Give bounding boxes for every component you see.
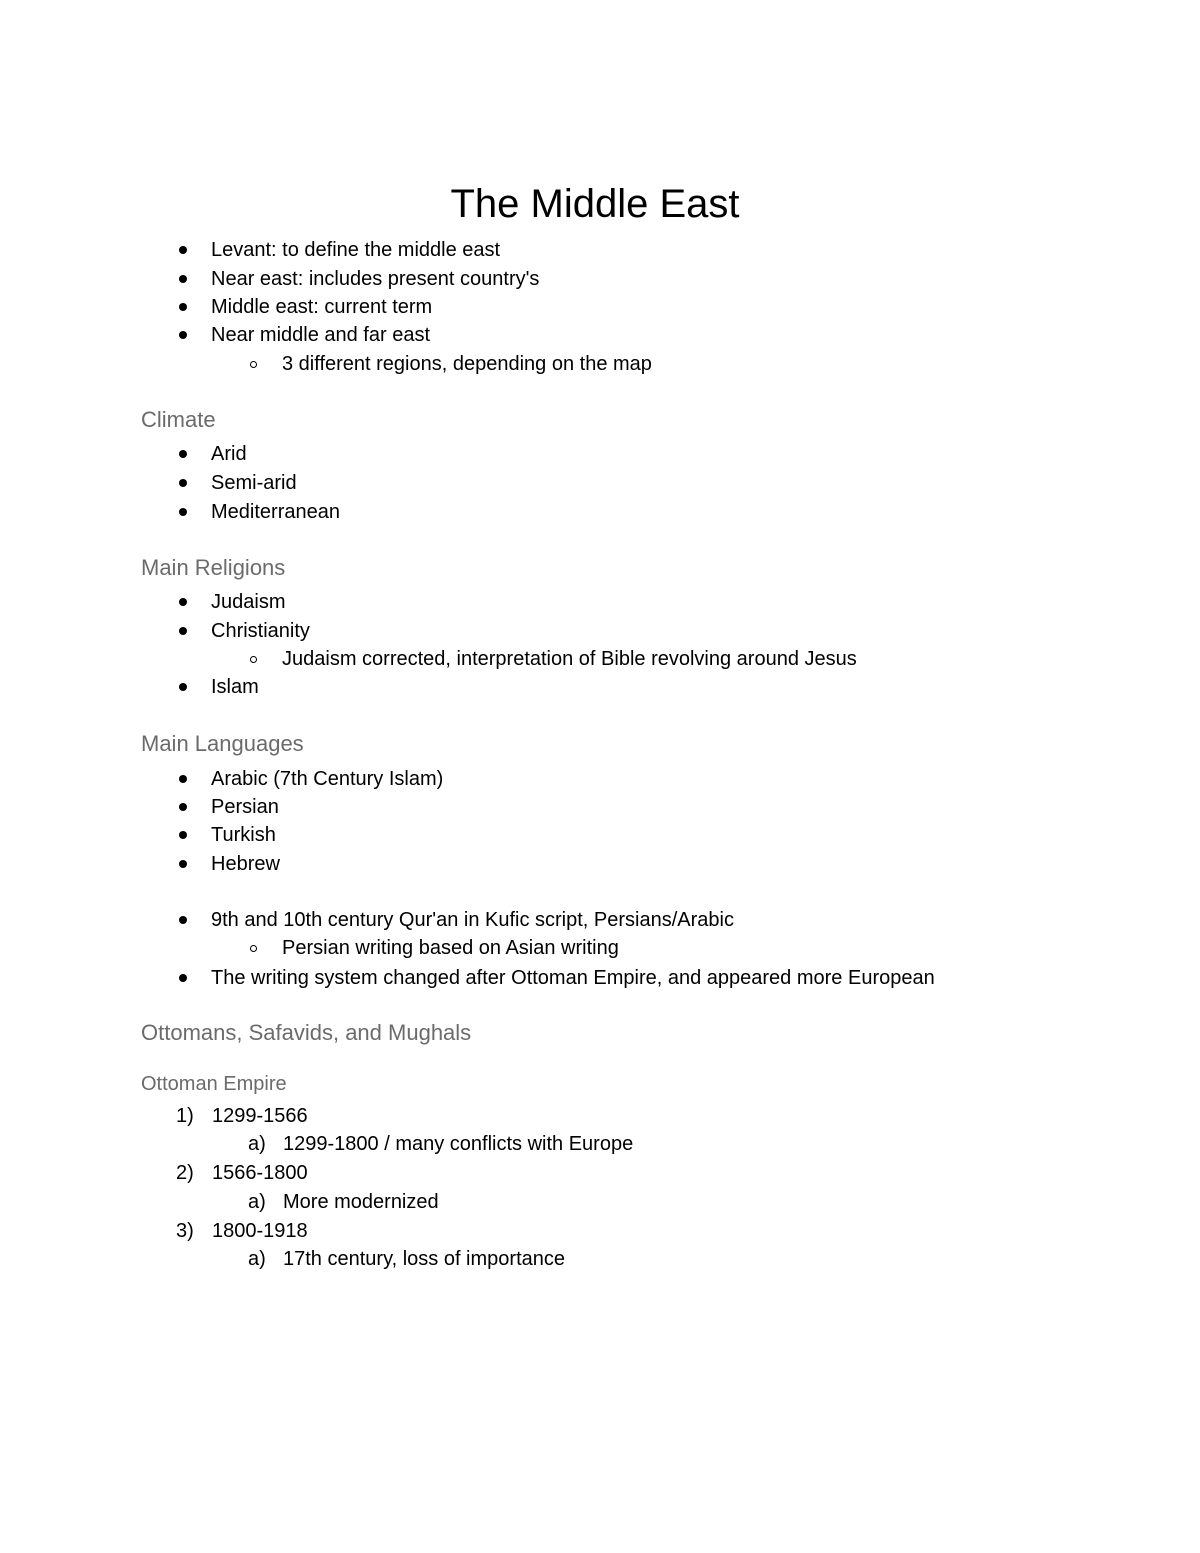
list-item-text: Judaism corrected, interpretation of Bible revolving around Jesus (282, 648, 857, 670)
list-item-text: 1299-1800 / many conflicts with Europe (283, 1133, 634, 1155)
section-heading-languages: Main Languages (141, 731, 304, 756)
list-item-text: More modernized (283, 1191, 439, 1213)
list-item-text: 17th century, loss of importance (283, 1248, 565, 1270)
circle-bullet-icon (250, 656, 257, 663)
bullet-icon (179, 974, 187, 982)
bullet-icon (179, 598, 187, 606)
list-item-text: Judaism (211, 591, 286, 613)
list-marker: 2) (176, 1162, 194, 1184)
list-item-text: Near east: includes present country's (211, 268, 540, 290)
bullet-icon (179, 450, 187, 458)
list-item-text: Turkish (211, 824, 276, 846)
list-item-text: Persian writing based on Asian writing (282, 937, 619, 959)
list-item-text: Islam (211, 676, 259, 698)
circle-bullet-icon (250, 945, 257, 952)
list-item-text: 3 different regions, depending on the map (282, 353, 652, 375)
bullet-icon (179, 683, 187, 691)
list-item-text: The writing system changed after Ottoman Empire, and appeared more European (211, 967, 935, 989)
list-item-text: Arid (211, 443, 247, 465)
list-item-text: Hebrew (211, 853, 280, 875)
list-marker: 1) (176, 1105, 194, 1127)
bullet-icon (179, 331, 187, 339)
list-item-text: Arabic (7th Century Islam) (211, 768, 444, 790)
bullet-icon (179, 479, 187, 487)
bullet-icon (179, 246, 187, 254)
list-item-text: 1299-1566 (212, 1105, 308, 1127)
list-marker: 3) (176, 1220, 194, 1242)
list-item-text: Mediterranean (211, 501, 340, 523)
document-title: The Middle East (450, 182, 740, 226)
subsection-heading-ottoman: Ottoman Empire (141, 1073, 287, 1095)
section-heading-empires: Ottomans, Safavids, and Mughals (141, 1020, 472, 1045)
list-item-text: Middle east: current term (211, 296, 433, 318)
list-item-text: 9th and 10th century Qur'an in Kufic script, Persians/Arabic (211, 909, 734, 931)
list-marker: a) (248, 1248, 266, 1270)
bullet-icon (179, 775, 187, 783)
list-marker: a) (248, 1133, 266, 1155)
list-marker: a) (248, 1191, 266, 1213)
list-item-text: Near middle and far east (211, 324, 431, 346)
bullet-icon (179, 803, 187, 811)
list-item-text: Semi-arid (211, 472, 297, 494)
list-item-text: 1800-1918 (212, 1220, 308, 1242)
list-item-text: Levant: to define the middle east (211, 239, 501, 261)
bullet-icon (179, 303, 187, 311)
list-item-text: Persian (211, 796, 279, 818)
list-item-text: 1566-1800 (212, 1162, 308, 1184)
bullet-icon (179, 860, 187, 868)
circle-bullet-icon (250, 361, 257, 368)
bullet-icon (179, 275, 187, 283)
list-item-text: Christianity (211, 620, 310, 642)
bullet-icon (179, 508, 187, 516)
bullet-icon (179, 627, 187, 635)
bullet-icon (179, 831, 187, 839)
section-heading-climate: Climate (141, 407, 216, 432)
bullet-icon (179, 916, 187, 924)
section-heading-religions: Main Religions (141, 555, 286, 580)
